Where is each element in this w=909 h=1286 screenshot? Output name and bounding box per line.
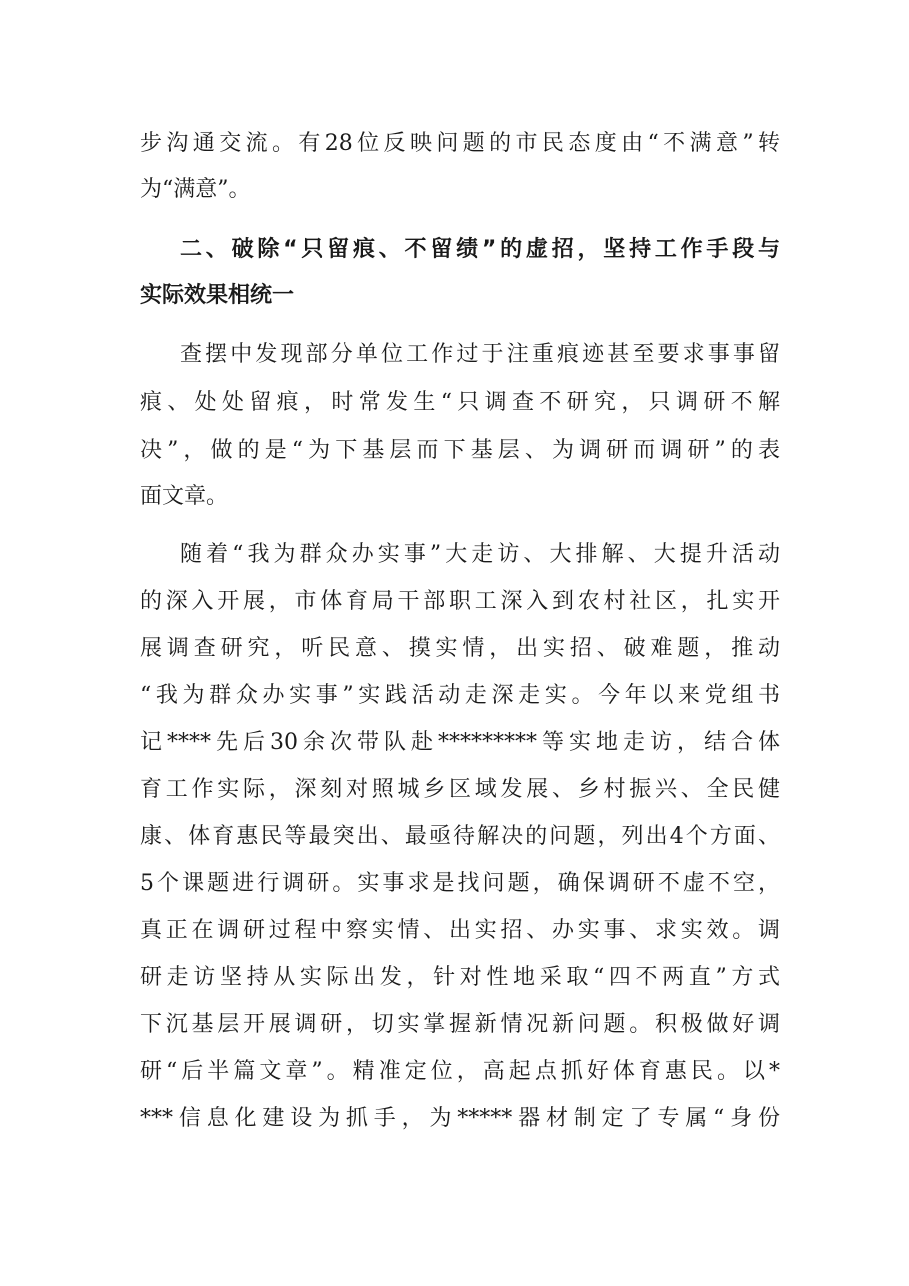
- paragraph-line: 真正在调研过程中察实情、出实招、办实事、求实效。调: [140, 918, 780, 943]
- paragraph-line: 随着“我为群众办实事”大走访、大排解、大提升活动: [180, 542, 780, 567]
- text-line: 为“满意”。: [140, 177, 251, 202]
- paragraph-line: 面文章。: [140, 484, 229, 509]
- section-heading: 实际效果相统一: [140, 283, 295, 308]
- paragraph-line: 下沉基层开展调研，切实掌握新情况新问题。积极做好调: [140, 1012, 780, 1037]
- paragraph-line: 记****先后30余次带队赴*********等实地走访，结合体: [140, 730, 780, 755]
- paragraph-line: 展调查研究，听民意、摸实情，出实招、破难题，推动: [140, 636, 780, 661]
- text-line: 步沟通交流。有28位反映问题的市民态度由“不满意”转: [140, 131, 780, 156]
- paragraph-line: 康、体育惠民等最突出、最亟待解决的问题，列出4个方面、: [140, 824, 780, 849]
- paragraph-line: 育工作实际，深刻对照城乡区域发展、乡村振兴、全民健: [140, 777, 780, 802]
- paragraph-line: 研“后半篇文章”。精准定位，高起点抓好体育惠民。以*: [140, 1059, 780, 1084]
- paragraph-line: 痕、处处留痕，时常发生“只调查不研究，只调研不解: [140, 390, 780, 415]
- paragraph-line: ***信息化建设为抓手，为*****器材制定了专属“身份: [140, 1106, 780, 1131]
- paragraph-line: 决”，做的是“为下基层而下基层、为调研而调研”的表: [140, 438, 780, 463]
- section-heading: 二、破除“只留痕、不留绩”的虚招，坚持工作手段与: [180, 237, 780, 262]
- paragraph-line: 的深入开展，市体育局干部职工深入到农村社区，扎实开: [140, 589, 780, 614]
- paragraph-line: “我为群众办实事”实践活动走深走实。今年以来党组书: [140, 683, 780, 708]
- paragraph-line: 研走访坚持从实际出发，针对性地采取“四不两直”方式: [140, 965, 780, 990]
- paragraph-line: 查摆中发现部分单位工作过于注重痕迹甚至要求事事留: [180, 342, 780, 367]
- paragraph-line: 5个课题进行调研。实事求是找问题，确保调研不虚不空，: [140, 871, 780, 896]
